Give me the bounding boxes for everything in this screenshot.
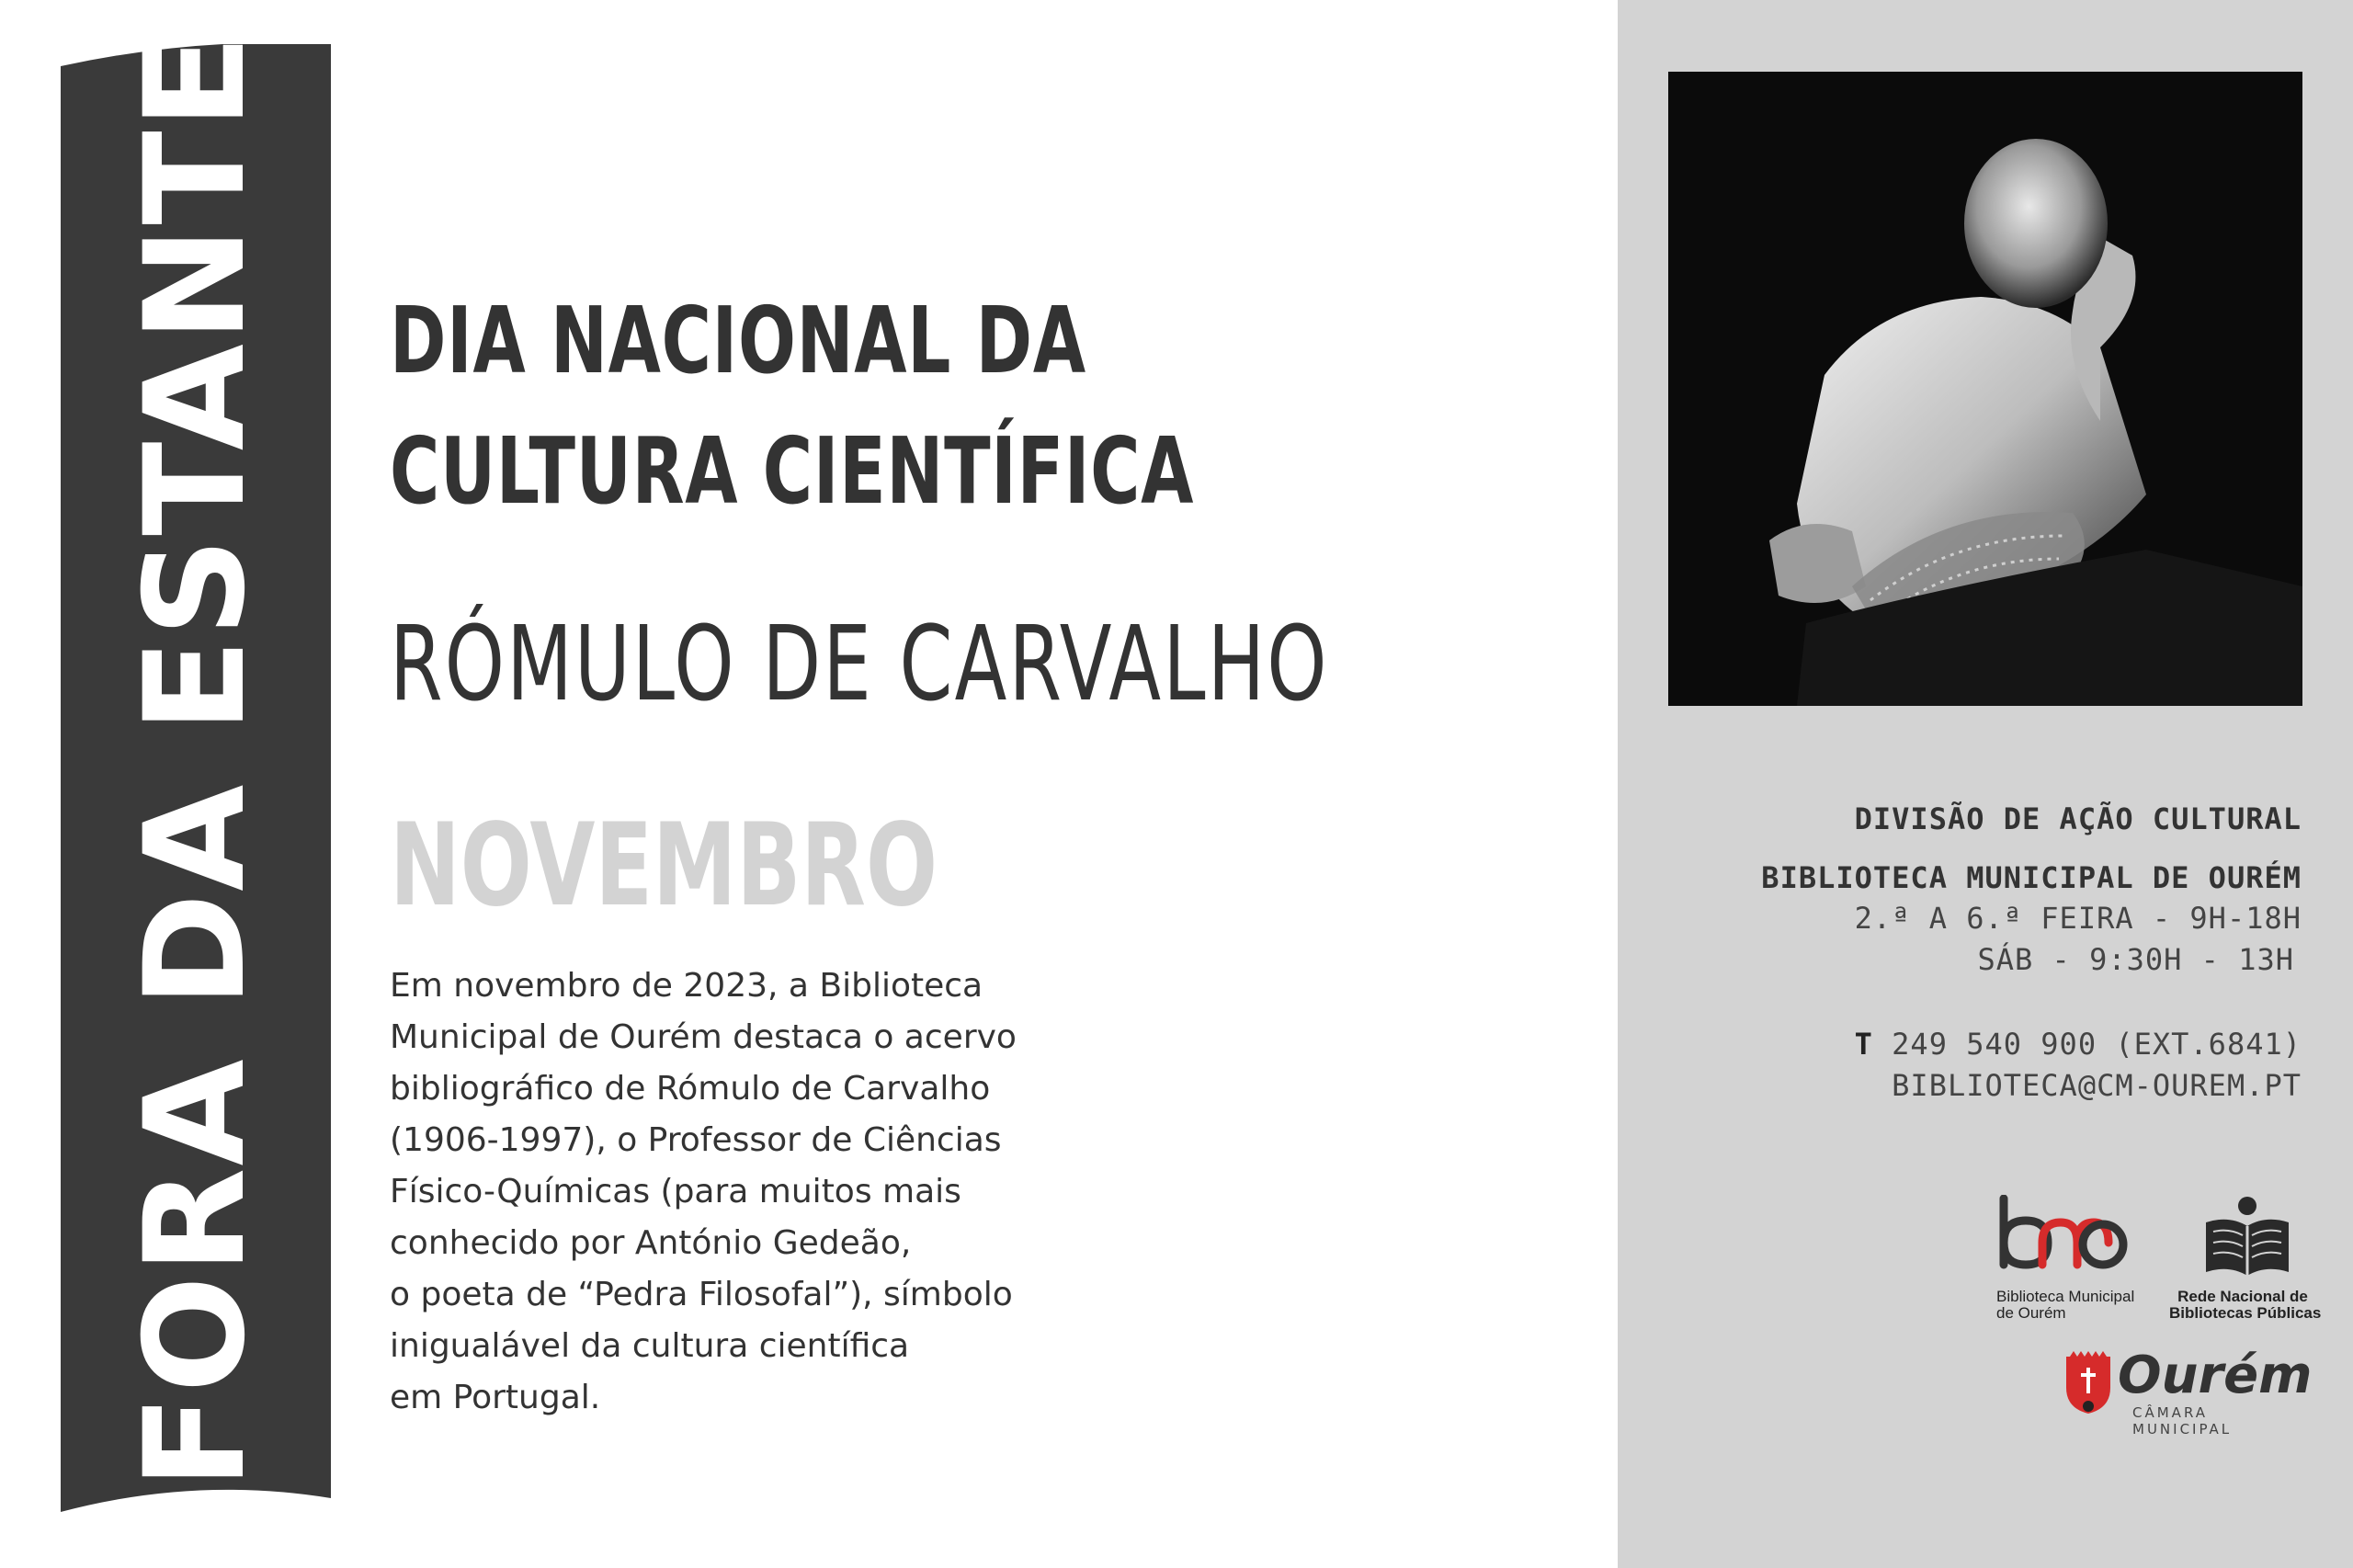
description-line: conhecido por António Gedeão, [390,1224,912,1262]
banner-title: FORA DA ESTANTE [116,32,276,1489]
portrait-photo [1668,72,2302,706]
event-title-line2: CULTURA CIENTÍFICA [390,417,1195,525]
description-line: bibliográfico de Rómulo de Carvalho [390,1070,991,1108]
bmo-caption-line2: de Ourém [1996,1304,2066,1322]
description-line: o poeta de “Pedra Filosofal”), símbolo [390,1276,1013,1313]
bmo-logo-icon [1996,1195,2134,1278]
phone-line [1855,1027,2302,1062]
event-month: NOVEMBRO [390,800,938,932]
bmo-caption-line1: Biblioteca Municipal [1996,1288,2135,1305]
open-book-icon [2197,1195,2298,1279]
ourem-logo [2064,1346,2313,1437]
rnbp-caption-line2: Bibliotecas Públicas [2169,1304,2322,1322]
event-title [390,276,1194,537]
portrait-illustration [1668,72,2302,706]
event-title-line1: DIA NACIONAL DA [390,287,1086,394]
description-line: em Portugal. [390,1379,601,1416]
vertical-banner [61,32,331,1512]
ourem-wordmark: Ourém [2118,1346,2313,1405]
library-name: BIBLIOTECA MUNICIPAL DE OURÉM [1761,860,2302,895]
phone-prefix: T [1854,1027,1873,1062]
bmo-logo [1996,1195,2157,1324]
description-text [390,960,1088,1424]
honoree-name: RÓMULO DE CARVALHO [390,605,1329,724]
division-label: DIVISÃO DE AÇÃO CULTURAL [1854,801,2302,836]
description-line: (1906-1997), o Professor de Ciências [390,1121,1002,1159]
coat-of-arms-shield-icon [2064,1351,2112,1415]
hours-saturday: SÁB - 9:30H - 13H [1977,942,2294,977]
rnbp-caption-line1: Rede Nacional de [2177,1288,2308,1305]
ourem-subtitle: CÂMARA MUNICIPAL [2132,1404,2233,1437]
hours-weekday: 2.ª A 6.ª FEIRA - 9H-18H [1854,901,2302,936]
description-line: inigualável da cultura científica [390,1327,910,1365]
rnbp-logo [2169,1195,2322,1324]
description-line: Municipal de Ourém destaca o acervo [390,1018,1017,1056]
description-line: Em novembro de 2023, a Biblioteca [390,967,983,1005]
email-link[interactable]: BIBLIOTECA@CM-OUREM.PT [1892,1068,2302,1103]
description-line: Físico-Químicas (para muitos mais [390,1173,961,1210]
phone-number[interactable]: 249 540 900 (EXT.6841) [1892,1027,2302,1062]
